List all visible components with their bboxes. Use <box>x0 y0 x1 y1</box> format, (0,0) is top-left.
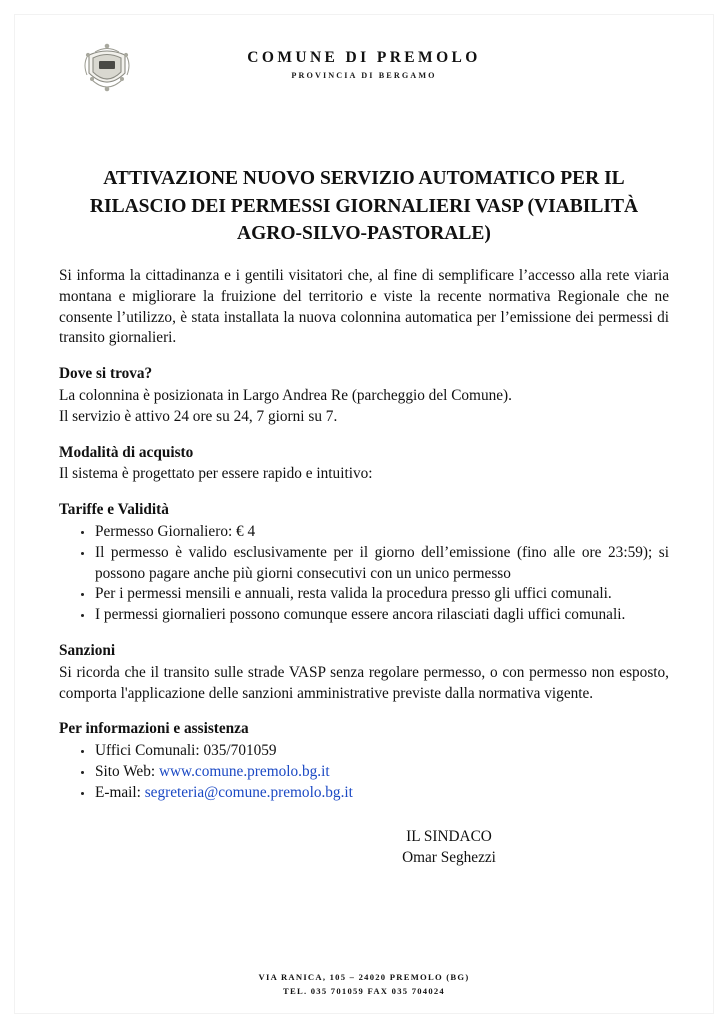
list-item: I permessi giornalieri possono comunque essere ancora rilasciati dagli uffici comunali. <box>81 605 669 626</box>
email-link[interactable]: segreteria@comune.premolo.bg.it <box>144 783 353 801</box>
section-dove-si-trova <box>59 364 669 427</box>
section-paragraph: Si ricorda che il transito sulle strade VASP senza regolare permesso, o con permesso non esposto, comporta l'applicazione delle sanzioni amministrative previste dalla normativa vigente. <box>59 663 669 702</box>
section-modalita-acquisto <box>59 443 669 486</box>
section-heading: Tariffe e Validità <box>59 501 169 519</box>
section-informazioni-assistenza <box>59 719 669 803</box>
page-title: ATTIVAZIONE NUOVO SERVIZIO AUTOMATICO PER IL RILASCIO DEI PERMESSI GIORNALIERI VASP (VIABILITÀ AGRO-SILVO-PASTORALE) <box>89 168 639 245</box>
section-line: Il sistema è progettato per essere rapido e intuitivo: <box>59 465 373 483</box>
section-line: Il servizio è attivo 24 ore su 24, 7 giorni su 7. <box>59 407 338 425</box>
document-header <box>59 33 669 105</box>
tariffe-list <box>59 522 669 626</box>
list-item-uffici: Uffici Comunali: 035/701059 <box>81 741 669 762</box>
section-tariffe-validita <box>59 500 669 626</box>
section-sanzioni <box>59 641 669 704</box>
signature-block <box>59 826 669 869</box>
document-body <box>59 266 669 868</box>
list-item: Permesso Giornaliero: € 4 <box>81 522 669 543</box>
municipality-name: COMUNE DI PREMOLO <box>247 49 481 66</box>
email-label: E-mail: <box>95 783 145 801</box>
intro-paragraph: Si informa la cittadinanza e i gentili visitatori che, al fine di semplificare l’accesso alla rete viaria montana e migliorare la fruizione del territorio e viste la recente normativa Regionale che ne consente l’utilizzo, è stata installata la nuova colonnina automatica per l’emissione dei permessi di transito giornalieri. <box>59 267 669 347</box>
section-heading: Sanzioni <box>59 642 116 660</box>
province-name: PROVINCIA DI BERGAMO <box>291 71 437 80</box>
signature-name: Omar Seghezzi <box>402 849 496 866</box>
contatti-list <box>59 741 669 803</box>
list-item-sito-web <box>81 762 669 783</box>
town-crest-icon <box>79 39 135 99</box>
document-footer <box>59 970 669 999</box>
signature-role: IL SINDACO <box>406 827 492 845</box>
section-line: La colonnina è posizionata in Largo Andrea Re (parcheggio del Comune). <box>59 387 512 405</box>
header-text-block <box>59 33 669 80</box>
sito-web-link[interactable]: www.comune.premolo.bg.it <box>158 763 330 780</box>
list-item: Il permesso è valido esclusivamente per il giorno dell’emissione (fino alle ore 23:59); si possono pagare anche più giorni consecutivi con un unico permesso <box>81 543 669 585</box>
section-heading: Modalità di acquisto <box>59 443 194 461</box>
footer-address: VIA RANICA, 105 – 24020 PREMOLO (BG) <box>258 971 470 982</box>
list-item: Per i permessi mensili e annuali, resta valida la procedura presso gli uffici comunali. <box>81 584 669 605</box>
section-heading: Dove si trova? <box>59 365 153 383</box>
sito-web-label: Sito Web: <box>95 763 159 780</box>
list-item-email <box>81 783 669 804</box>
section-heading: Per informazioni e assistenza <box>59 720 249 738</box>
document-sheet <box>14 14 714 1014</box>
footer-contacts: TEL. 035 701059 FAX 035 704024 <box>283 986 445 997</box>
